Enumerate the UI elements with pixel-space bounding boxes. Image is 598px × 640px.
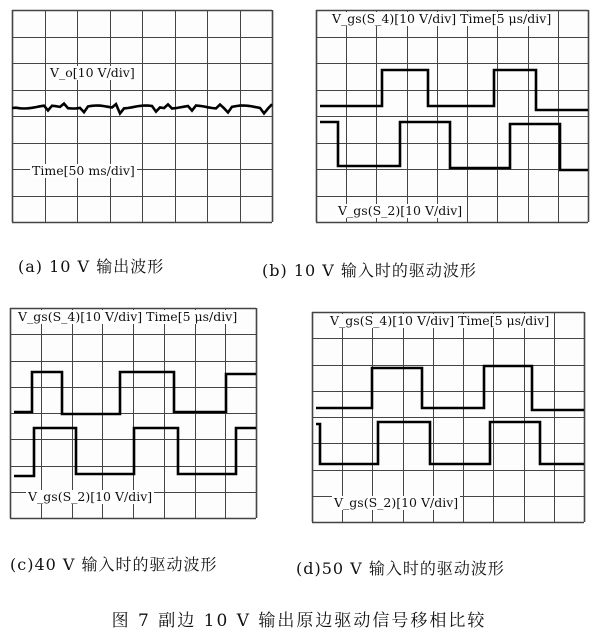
scope-panel-a <box>12 10 272 222</box>
scope-panel-c <box>10 308 256 518</box>
panel-b-top-label: V_gs(S_4)[10 V/div] Time[5 μs/div] <box>332 11 552 26</box>
scope-grid-b <box>316 10 588 222</box>
panel-d-top-label: V_gs(S_4)[10 V/div] Time[5 μs/div] <box>330 313 550 328</box>
panel-c-bottom-label: V_gs(S_2)[10 V/div] <box>28 489 153 504</box>
scope-grid-d <box>312 312 584 522</box>
panel-a-voltage-label: V_o[10 V/div] <box>50 65 135 80</box>
gate-trace-s4 <box>14 372 256 414</box>
scope-panel-d <box>312 312 584 522</box>
panel-a-time-label: Time[50 ms/div] <box>32 163 135 178</box>
panel-c-top-label: V_gs(S_4)[10 V/div] Time[5 μs/div] <box>18 309 238 324</box>
panel-c-caption: (c)40 V 输入时的驱动波形 <box>10 555 218 574</box>
scope-grid-c <box>10 308 256 518</box>
panel-a-caption: (a) 10 V 输出波形 <box>18 257 165 276</box>
gate-trace-s4 <box>316 366 584 410</box>
gate-trace-s2 <box>320 122 588 170</box>
scope-grid-a <box>12 10 272 222</box>
scope-panel-b <box>316 10 588 222</box>
figure-caption: 图 7 副边 10 V 输出原边驱动信号移相比较 <box>111 611 487 631</box>
panel-d-bottom-label: V_gs(S_2)[10 V/div] <box>334 495 459 510</box>
panel-d-caption: (d)50 V 输入时的驱动波形 <box>296 559 505 578</box>
panel-b-bottom-label: V_gs(S_2)[10 V/div] <box>338 203 463 218</box>
gate-trace-s2 <box>14 428 256 476</box>
panel-b-caption: (b) 10 V 输入时的驱动波形 <box>262 261 477 280</box>
